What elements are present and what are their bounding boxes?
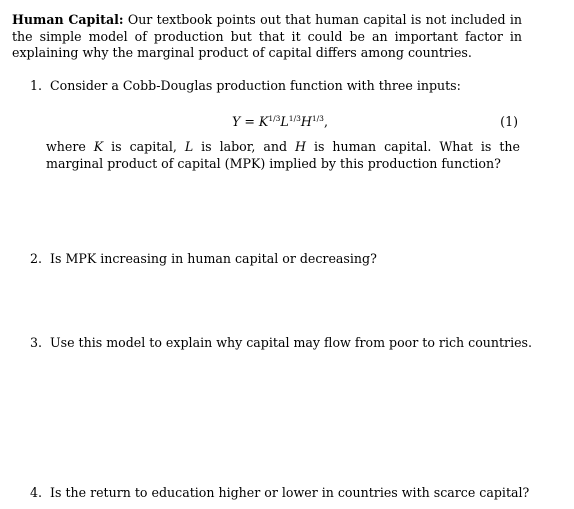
var-h: H xyxy=(295,139,306,154)
eq-l: L xyxy=(280,114,289,129)
var-l: L xyxy=(184,139,194,154)
question-4 xyxy=(30,485,529,502)
eq-k: K xyxy=(258,114,269,129)
eq-k-exponent: 1/3 xyxy=(268,114,281,123)
intro-paragraph xyxy=(12,12,522,62)
question-1-continuation xyxy=(46,139,520,172)
question-number: 3. xyxy=(30,335,43,350)
var-k: K xyxy=(93,139,104,154)
question-number: 2. xyxy=(30,251,43,266)
question-text: Is MPK increasing in human capital or decreasing? xyxy=(50,251,377,266)
q1-text-a: where xyxy=(46,139,86,154)
question-text: Use this model to explain why capital may flow from poor to rich countries. xyxy=(50,335,533,350)
equation-row xyxy=(0,114,574,134)
question-text: Is the return to education higher or lower in countries with scarce capital? xyxy=(50,485,530,500)
question-1 xyxy=(30,78,461,95)
eq-l-exponent: 1/3 xyxy=(288,114,301,123)
eq-trailing-comma: , xyxy=(323,114,328,129)
equation-number: (1) xyxy=(500,114,518,129)
eq-h: H xyxy=(300,114,312,129)
question-3 xyxy=(30,335,532,352)
q1-text-b: is capital, xyxy=(111,139,177,154)
intro-text: Our textbook points out that human capital is not included in the simple model of production but that it could be an important factor in explaining why the marginal product of capital differs among countries. xyxy=(12,12,522,60)
eq-equals: = xyxy=(244,114,255,129)
q1-text-c: is labor, and xyxy=(201,139,288,154)
production-function-equation xyxy=(232,114,328,129)
question-number: 4. xyxy=(30,485,43,500)
question-number: 1. xyxy=(30,78,43,93)
question-2 xyxy=(30,251,377,268)
q1-text-d: is human capital. What is the marginal product of capital (MPK) implied by this production function? xyxy=(46,139,520,171)
intro-heading: Human Capital: xyxy=(12,12,124,27)
eq-h-exponent: 1/3 xyxy=(311,114,324,123)
question-text: Consider a Cobb-Douglas production function with three inputs: xyxy=(50,78,461,93)
eq-lhs: Y xyxy=(232,114,241,129)
